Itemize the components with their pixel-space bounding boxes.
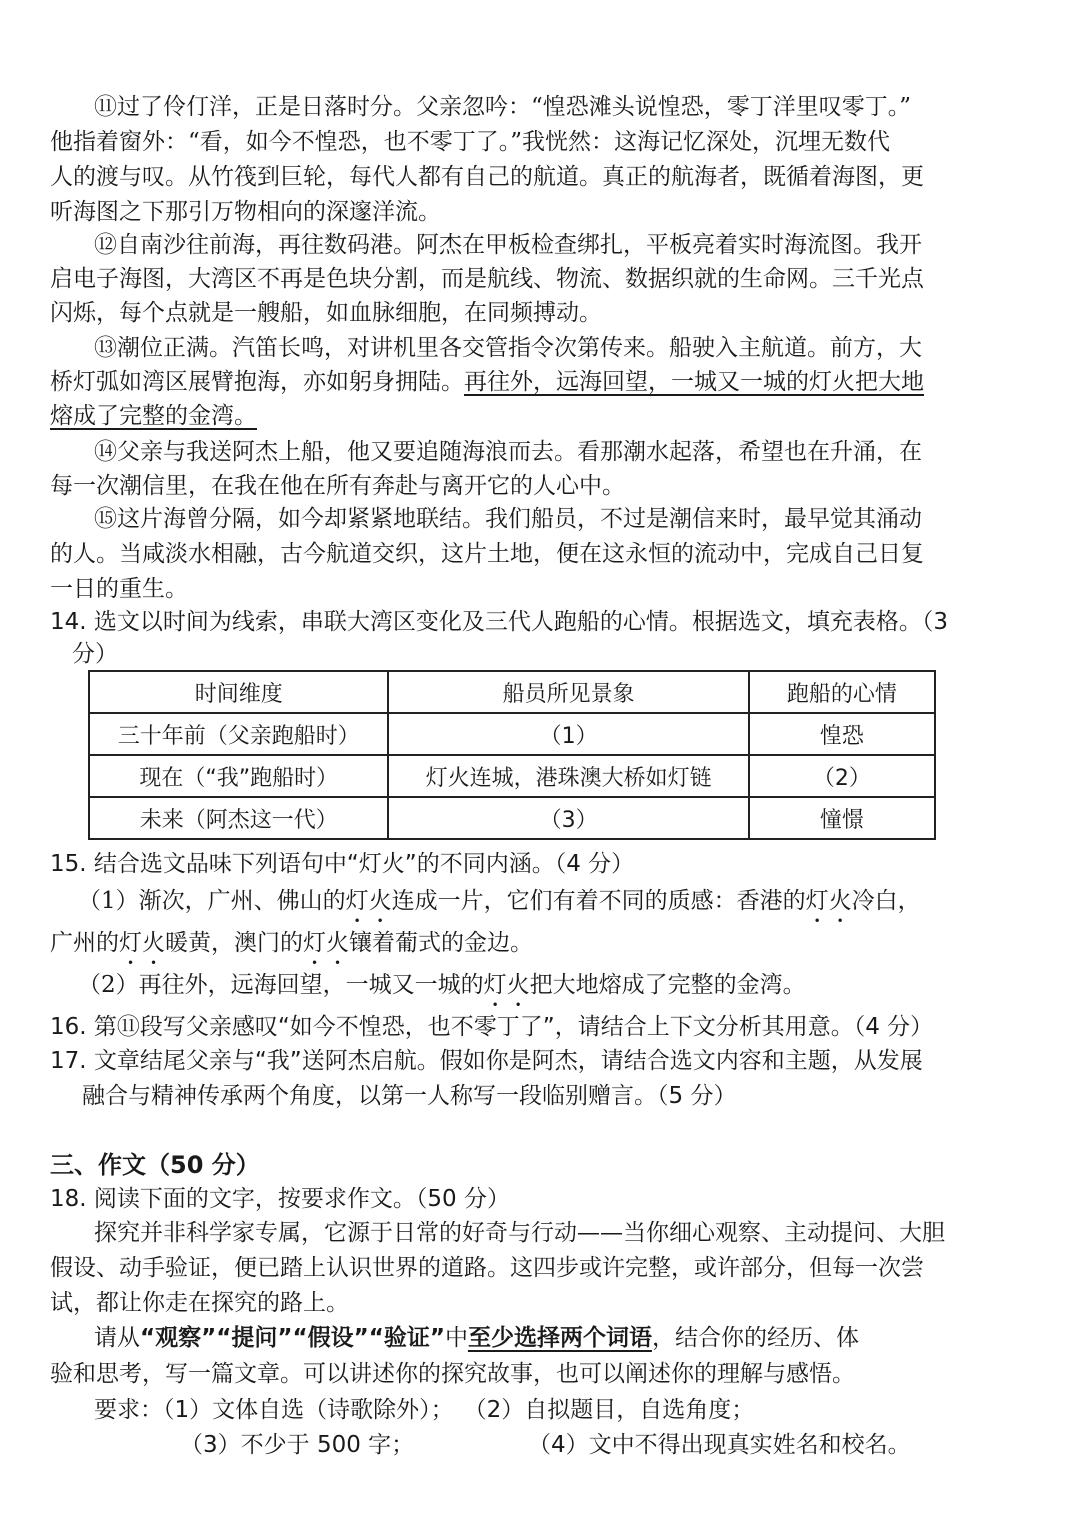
q15-s1-text-f: 镶着葡式的金边。 bbox=[349, 930, 533, 956]
passage-p15-line-1: ⑮这片海曾分隔，如今却紧紧地联结。我们船员，不过是潮信来时，最早觉其涌动 bbox=[94, 506, 922, 532]
q18-para-line-3: 试，都让你走在探究的路上。 bbox=[50, 1290, 349, 1316]
passage-p12-line-3: 闪烁，每个点就是一艘船，如血脉细胞，在同频搏动。 bbox=[50, 300, 602, 326]
passage-p12-line-1: ⑫自南沙往前海，再往数码港。阿杰在甲板检查绑扎，平板亮着实时海流图。我开 bbox=[94, 232, 922, 258]
q18-requirements-row-2 bbox=[180, 1428, 1040, 1462]
q17-stem-line-1: 17. 文章结尾父亲与“我”送阿杰启航。假如你是阿杰，请结合选文内容和主题，从发展 bbox=[50, 1048, 923, 1074]
table-cell: 惶恐 bbox=[749, 713, 935, 755]
requirement-2: （2）自拟题目，自选角度； bbox=[463, 1397, 755, 1423]
q18-ask-text-c: ，结合你的经历、体 bbox=[651, 1325, 859, 1351]
q15-s2-text-b: 把大地熔成了完整的金湾。 bbox=[529, 972, 806, 998]
q18-para-line-1: 探究并非科学家专属，它源于日常的好奇与行动——当你细心观察、主动提问、大胆 bbox=[94, 1220, 945, 1246]
table-cell: （1） bbox=[388, 713, 748, 755]
q15-keyword-lamplight: 灯火 bbox=[345, 888, 392, 914]
q18-requirements-row-1 bbox=[94, 1393, 1040, 1427]
keyword-question: “提问” bbox=[216, 1325, 293, 1351]
passage-p13-underlined-b: 熔成了完整的金湾。 bbox=[50, 403, 257, 429]
table-cell: 憧憬 bbox=[749, 797, 935, 839]
q15-s1-text-d: 广州的 bbox=[50, 930, 119, 956]
passage-p13-line-3 bbox=[50, 399, 1040, 433]
table-cell: （2） bbox=[749, 755, 935, 797]
passage-p14-line-2: 每一次潮信里，在我在他在所有奔赴与离开它的人心中。 bbox=[50, 473, 625, 499]
q18-para-line-2: 假设、动手验证，便已踏上认识世界的道路。这四步或许完整，或许部分，但每一次尝 bbox=[50, 1255, 924, 1281]
table-header-row bbox=[89, 671, 935, 713]
q18-ask-emphasis: 至少选择两个词语 bbox=[467, 1325, 652, 1351]
keyword-observe: “观察” bbox=[140, 1325, 217, 1351]
table-cell: 三十年前（父亲跑船时） bbox=[89, 713, 388, 755]
table-cell: 灯火连城，港珠澳大桥如灯链 bbox=[388, 755, 748, 797]
table-row bbox=[89, 755, 935, 797]
q15-keyword-lamplight: 灯火 bbox=[303, 930, 349, 956]
q15-keyword-lamplight: 灯火 bbox=[483, 972, 530, 998]
requirement-4: （4）文中不得出现真实姓名和校名。 bbox=[528, 1432, 911, 1458]
table-row bbox=[89, 713, 935, 755]
q18-ask-text-b: 中 bbox=[444, 1325, 468, 1351]
q15-keyword-lamplight: 灯火 bbox=[805, 888, 852, 914]
passage-p12-line-2: 启电子海图，大湾区不再是色块分割，而是航线、物流、数据织就的生命网。三千光点 bbox=[50, 266, 924, 292]
table-row bbox=[89, 797, 935, 839]
passage-p14-line-1: ⑭父亲与我送阿杰上船，他又要追随海浪而去。看那潮水起落，希望也在升涌，在 bbox=[94, 439, 922, 465]
q15-s1-text-e: 暖黄，澳门的 bbox=[165, 930, 303, 956]
q15-sentence-1-line-1 bbox=[78, 884, 1040, 928]
q17-stem-line-2: 融合与精神传承两个角度，以第一人称写一段临别赠言。（5 分） bbox=[82, 1083, 737, 1109]
passage-p11-line-3: 人的渡与叹。从竹筏到巨轮，每代人都有自己的航道。真正的航海者，既循着海图，更 bbox=[50, 164, 924, 190]
requirements-label: 要求： bbox=[94, 1397, 163, 1423]
q18-ask-text-a: 请从 bbox=[94, 1325, 140, 1351]
q15-stem: 15. 结合选文品味下列语句中“灯火”的不同内涵。（4 分） bbox=[50, 851, 635, 877]
passage-p13-line-2 bbox=[50, 365, 1040, 399]
passage-p15-line-3: 一日的重生。 bbox=[50, 576, 188, 602]
q15-keyword-lamplight: 灯火 bbox=[119, 930, 165, 956]
passage-p15-line-2: 的人。当咸淡水相融，古今航道交织，这片土地，便在这永恒的流动中，完成自己日复 bbox=[50, 541, 924, 567]
q15-s1-text-a: （1）渐次，广州、佛山的 bbox=[78, 888, 346, 914]
q18-ask-line-2: 验和思考，写一篇文章。可以讲述你的探究故事，也可以阐述你的理解与感悟。 bbox=[50, 1361, 855, 1387]
passage-p11-line-2: 他指着窗外：“看，如今不惶恐，也不零丁了。”我恍然：这海记忆深处，沉埋无数代 bbox=[50, 129, 891, 155]
requirement-3: （3）不少于 500 字； bbox=[180, 1432, 415, 1458]
section-3-title: 三、作文（50 分） bbox=[50, 1151, 260, 1179]
q14-stem-line-2: 分） bbox=[72, 641, 118, 667]
q18-stem: 18. 阅读下面的文字，按要求作文。（50 分） bbox=[50, 1186, 510, 1212]
table-cell: （3） bbox=[388, 797, 748, 839]
table-header-cell: 时间维度 bbox=[89, 671, 388, 713]
q14-table bbox=[88, 670, 936, 840]
keyword-hypothesis: “假设” bbox=[292, 1325, 369, 1351]
q14-stem-line-1: 14. 选文以时间为线索，串联大湾区变化及三代人跑船的心情。根据选文，填充表格。（3 bbox=[50, 609, 949, 635]
table-header-cell: 跑船的心情 bbox=[749, 671, 935, 713]
q15-sentence-2 bbox=[78, 968, 1040, 1012]
q15-s1-text-c: 冷白， bbox=[851, 888, 921, 914]
table-cell: 现在（“我”跑船时） bbox=[89, 755, 388, 797]
passage-p13-underlined-a: 再往外，远海回望，一城又一城的灯火把大地 bbox=[464, 369, 924, 395]
table-cell: 未来（阿杰这一代） bbox=[89, 797, 388, 839]
q18-ask-line-1 bbox=[94, 1321, 1040, 1355]
q15-s2-text-a: （2）再往外，远海回望，一城又一城的 bbox=[78, 972, 484, 998]
passage-p13-line-1: ⑬潮位正满。汽笛长鸣，对讲机里各交管指令次第传来。船驶入主航道。前方，大 bbox=[94, 335, 922, 361]
table-header-cell: 船员所见景象 bbox=[388, 671, 748, 713]
q15-sentence-1-line-2 bbox=[50, 926, 1040, 970]
requirement-1: （1）文体自选（诗歌除外）； bbox=[163, 1397, 454, 1423]
q16-stem: 16. 第⑪段写父亲感叹“如今不惶恐，也不零丁了”，请结合上下文分析其用意。（4 分） bbox=[50, 1014, 934, 1040]
passage-p13-plain: 桥灯弧如湾区展臂抱海，亦如躬身拥陆。 bbox=[50, 369, 464, 395]
passage-p11-line-1: ⑪过了伶仃洋，正是日落时分。父亲忽吟：“惶恐滩头说惶恐，零丁洋里叹零丁。” bbox=[94, 94, 912, 120]
keyword-verify: “验证” bbox=[368, 1325, 445, 1351]
passage-p11-line-4: 听海图之下那引万物相向的深邃洋流。 bbox=[50, 199, 441, 225]
q15-s1-text-b: 连成一片，它们有着不同的质感：香港的 bbox=[391, 888, 806, 914]
